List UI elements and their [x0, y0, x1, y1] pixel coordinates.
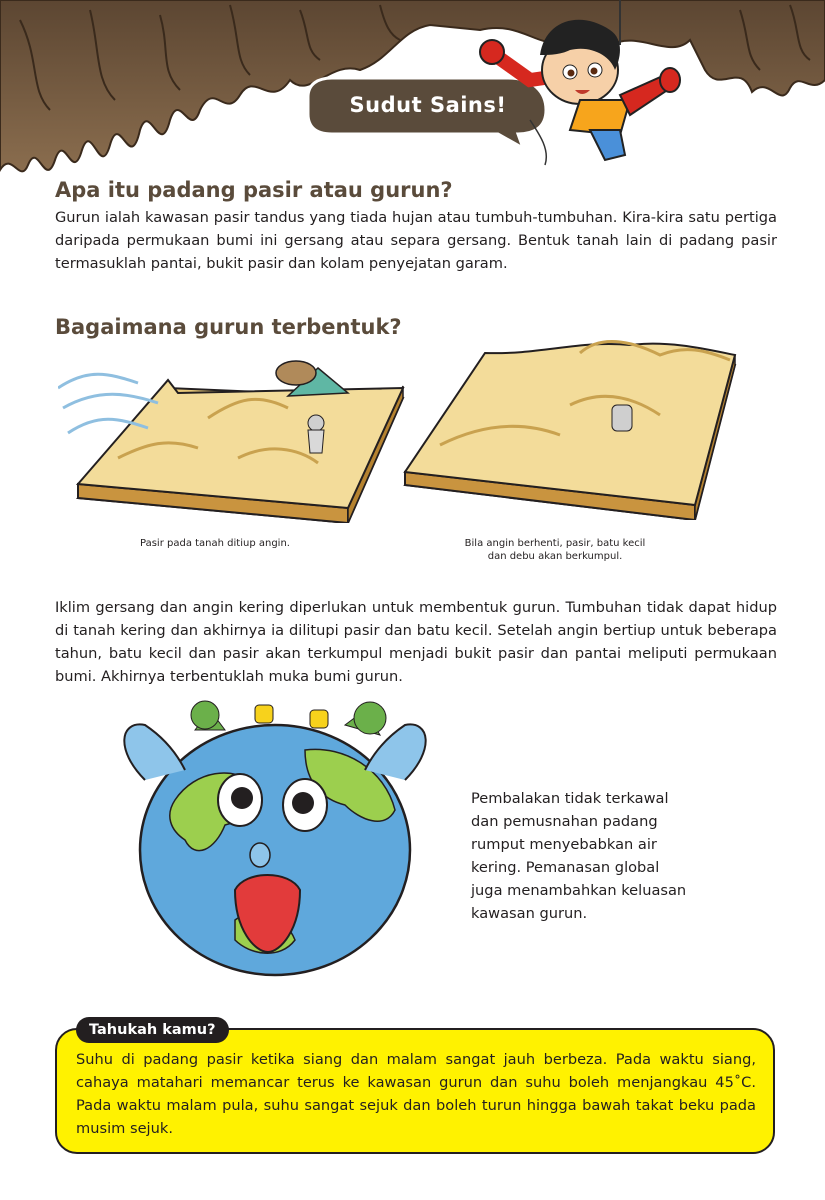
wind-blowing-sand-illustration	[58, 348, 413, 523]
note-line: Pembalakan tidak terkawal	[471, 790, 669, 807]
question-heading-how-desert-forms: Bagaimana gurun terbentuk?	[55, 315, 402, 339]
sand-accumulation-illustration	[400, 335, 740, 520]
note-line: kawasan gurun.	[471, 905, 588, 922]
caption-line: Bila angin berhenti, pasir, batu kecil	[464, 538, 646, 549]
explorer-boy-character	[470, 0, 700, 170]
section-badge-label: Sudut Sains!	[349, 93, 507, 117]
note-line: dan pemusnahan padang	[471, 813, 658, 830]
note-line: rumput menyebabkan air	[471, 836, 657, 853]
desert-formation-paragraph: Iklim gersang dan angin kering diperlukan untuk membentuk gurun. Tumbuhan tidak dapat hidup di tanah kering dan akhirnya ia dilitupi pasir dan batu kecil. Setelah angin bertiup untuk beberapa tahun, batu kecil dan pasir akan terkumpul menjadi bukit pasir dan pantai meliputi permukaan bumi. Akhirnya terbentuklah muka bumi gurun.	[55, 599, 777, 685]
deforestation-note	[471, 787, 731, 925]
caption-wind-blows-sand: Pasir pada tanah ditiup angin.	[140, 538, 290, 549]
note-line: kering. Pemanasan global	[471, 859, 660, 876]
worried-earth-illustration	[105, 690, 450, 980]
caption-sand-accumulates	[425, 537, 685, 563]
question-heading-what-is-desert: Apa itu padang pasir atau gurun?	[55, 178, 453, 202]
note-line: juga menambahkan keluasan	[471, 882, 687, 899]
did-you-know-text: Suhu di padang pasir ketika siang dan malam sangat jauh berbeza. Pada waktu siang, cahaya matahari memancar terus ke kawasan gurun dan suhu boleh menjangkau 45˚C. Pada waktu malam pula, suhu sangat sejuk dan boleh turun hingga bawah takat beku pada musim sejuk.	[76, 1051, 756, 1137]
caption-line: dan debu akan berkumpul.	[487, 551, 623, 562]
did-you-know-title: Tahukah kamu?	[76, 1017, 229, 1043]
desert-definition-paragraph: Gurun ialah kawasan pasir tandus yang tiada hujan atau tumbuh-tumbuhan. Kira-kira satu pertiga daripada permukaan bumi ini gersang atau separa gersang. Bentuk tanah lain di padang pasir termasuklah pantai, bukit pasir dan kolam penyejatan garam.	[55, 209, 777, 272]
